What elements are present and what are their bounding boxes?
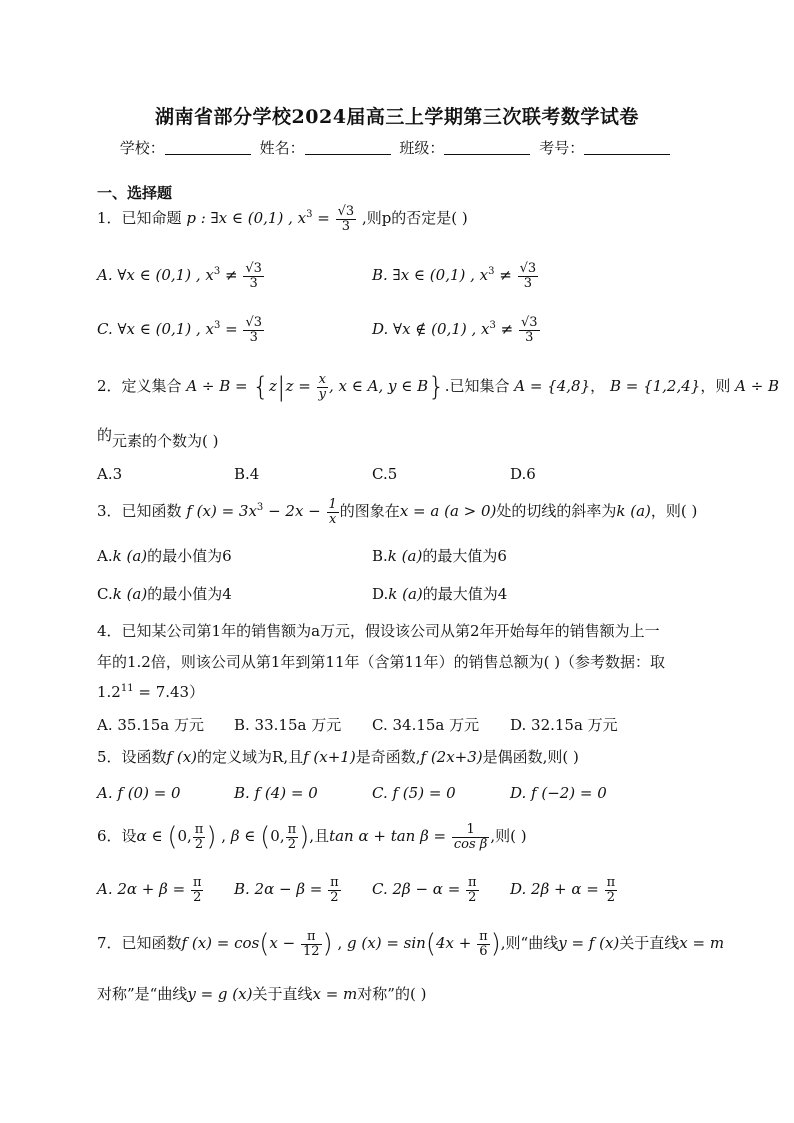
q2-option-b[interactable]: B.4 <box>234 465 260 483</box>
q2-option-d[interactable]: D.6 <box>510 465 536 483</box>
q6-option-b[interactable]: B. 2α − β = $\frac{\pi}{2}$ <box>234 875 339 905</box>
q5-option-c[interactable]: C. f (5) = 0 <box>372 784 456 802</box>
q1-option-a[interactable]: A. ∀x ∈ (0,1) , $x^3$ ≠ $\frac{√3}{3}$ <box>97 261 262 291</box>
q3-option-b[interactable]: B.k (a)的最大值为6 <box>372 547 507 565</box>
school-label: 学校： <box>119 139 165 157</box>
q6-option-d[interactable]: D. 2β + α = $\frac{\pi}{2}$ <box>510 875 616 905</box>
question-5: 5．设函数f (x)的定义域为R,且f (x+1)是奇函数,f (2x+3)是偶函数,则( ) <box>97 748 579 766</box>
question-6: 6．设α ∈ (0, $\frac{\pi}{2}$ ) , β ∈ (0, $\frac{\pi}{2}$ ),且tan α + tan β = $\frac{1}{\text{cos β}}$ ,则( ) <box>97 821 527 852</box>
q2-option-c[interactable]: C.5 <box>372 465 398 483</box>
question-4-line-2: 年的1.2倍，则该公司从第1年到第11年（含第11年）的销售总额为( )（参考数据：取 <box>97 653 666 671</box>
q3-option-c[interactable]: C.k (a)的最小值为4 <box>97 585 232 603</box>
question-2-cont: 的元素的个数为( ) <box>97 426 219 450</box>
q1-eq: = <box>312 209 335 228</box>
class-blank[interactable] <box>444 140 530 155</box>
q4-option-c[interactable]: C. 34.15a 万元 <box>372 716 480 734</box>
q2-option-a[interactable]: A.3 <box>97 465 123 483</box>
q5-option-a[interactable]: A. f (0) = 0 <box>97 784 181 802</box>
exam-number-label: 考号： <box>539 139 585 157</box>
q6-option-a[interactable]: A. 2α + β = $\frac{\pi}{2}$ <box>97 875 202 905</box>
q1-fraction: $\frac{√3}{3}$ <box>337 204 355 234</box>
q1-tail: ,则p的否定是( ) <box>361 209 468 228</box>
name-label: 姓名： <box>259 139 305 157</box>
page-title: 湖南省部分学校2024届高三上学期第三次联考数学试卷 <box>155 106 639 128</box>
q1-option-c[interactable]: C. ∀x ∈ (0,1) , $x^3$ = $\frac{√3}{3}$ <box>97 315 263 345</box>
exam-number-blank[interactable] <box>584 140 670 155</box>
q3-option-d[interactable]: D.k (a)的最大值为4 <box>372 585 508 603</box>
q4-option-d[interactable]: D. 32.15a 万元 <box>510 716 618 734</box>
q1-option-b[interactable]: B. ∃x ∈ (0,1) , $x^3$ ≠ $\frac{√3}{3}$ <box>372 261 537 291</box>
question-3: 3．已知函数 f $(x) = 3x^3 - 2x$ − $\frac{1}{x}$ 的图象在x = a (a > 0)处的切线的斜率为k (a)，则( ) <box>97 497 698 527</box>
question-1 <box>97 205 468 233</box>
question-7: 7．已知函数f (x) = cos(x − $\frac{\pi}{12}$ ) , g (x) = sin(4x + $\frac{\pi}{6}$ ),则“曲线y = f (x)关于直线x = m <box>97 928 725 959</box>
q1-option-d[interactable]: D. ∀x ∉ (0,1) , $x^3$ ≠ $\frac{√3}{3}$ <box>372 315 538 345</box>
q6-option-c[interactable]: C. 2β − α = $\frac{\pi}{2}$ <box>372 875 477 905</box>
q5-option-b[interactable]: B. f (4) = 0 <box>234 784 318 802</box>
q3-option-a[interactable]: A.k (a)的最小值为6 <box>97 547 232 565</box>
name-blank[interactable] <box>305 140 391 155</box>
question-4-line-1: 4．已知某公司第1年的销售额为a万元，假设该公司从第2年开始每年的销售额为上一 <box>97 622 660 640</box>
school-blank[interactable] <box>165 140 251 155</box>
section-heading: 一、选择题 <box>97 184 173 202</box>
q5-option-d[interactable]: D. f (−2) = 0 <box>510 784 607 802</box>
student-info-line <box>0 137 794 158</box>
question-2: 2．定义集合 A ÷ B = {z|z = $\frac{x}{y}$ , x ∈ A, y ∈ B}.已知集合 A = {4,8}， B = {1,2,4}，则 A ÷ B <box>97 371 780 402</box>
q1-exp: 3 <box>306 209 313 221</box>
q1-statement: p : ∃x ∈ (0,1) , x <box>186 209 307 228</box>
q4-option-b[interactable]: B. 33.15a 万元 <box>234 716 342 734</box>
q1-lead: 1．已知命题 <box>97 209 182 228</box>
class-label: 班级： <box>399 139 445 157</box>
q4-option-a[interactable]: A. 35.15a 万元 <box>97 716 205 734</box>
question-7-cont: 对称”是“曲线y = g (x)关于直线x = m对称”的( ) <box>97 985 427 1003</box>
question-4-line-3: $1.2^{11} = 7.43$） <box>97 683 205 701</box>
